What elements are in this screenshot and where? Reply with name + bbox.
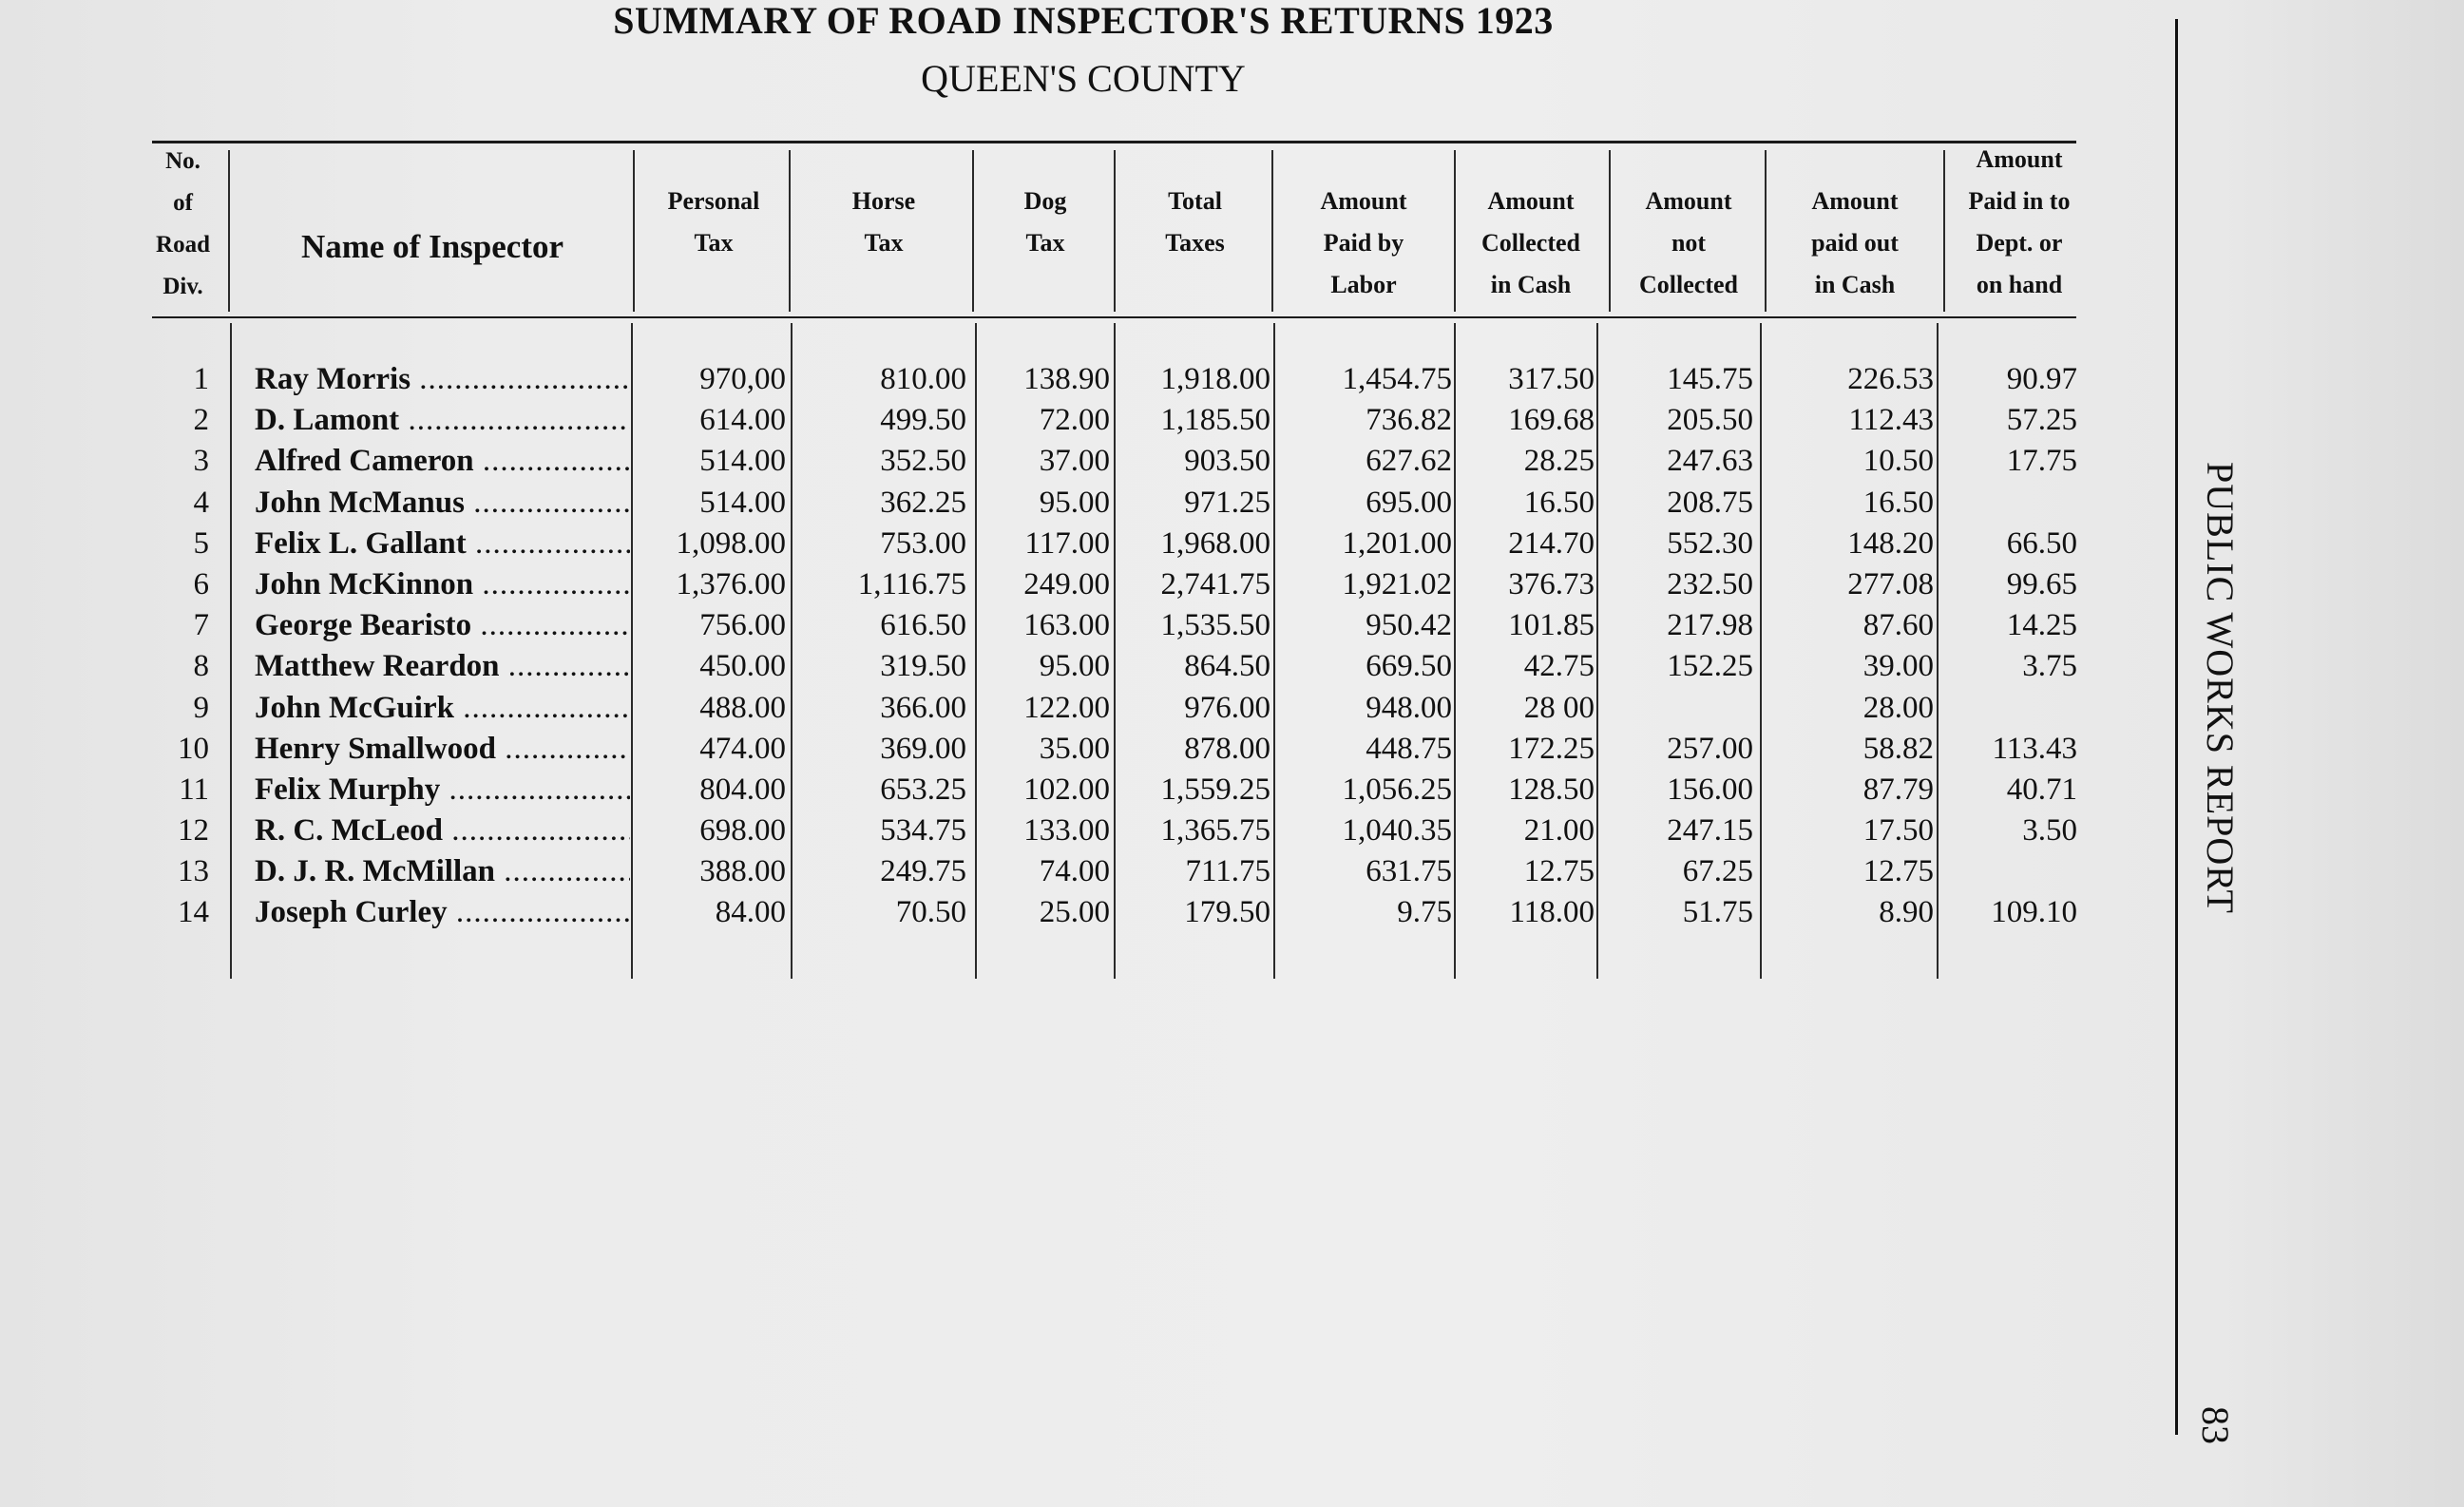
collected-in-cash-cell: 101.85 <box>1508 608 1595 643</box>
paid-in-to-dept-cell: 14.25 <box>2006 608 2077 643</box>
paid-out-in-cash-cell: 10.50 <box>1862 444 1934 479</box>
inspector-name-cell: D. J. R. McMillan ..... <box>255 851 630 892</box>
paid-by-labor-cell: 448.75 <box>1366 731 1452 766</box>
total-taxes-cell: 864.50 <box>1184 649 1270 684</box>
paid-by-labor-cell: 1,040.35 <box>1342 813 1452 849</box>
horse-tax-cell: 534.75 <box>880 813 966 849</box>
paid-out-in-cash-cell: 112.43 <box>1848 403 1934 438</box>
inspector-name-cell: Henry Smallwood ..... <box>255 729 630 770</box>
row-number-cell: 2 <box>193 403 209 438</box>
paid-by-labor-cell: 669.50 <box>1366 649 1452 684</box>
total-taxes-cell: 976.00 <box>1184 690 1270 725</box>
paid-by-labor-cell: 1,921.02 <box>1342 566 1452 601</box>
collected-in-cash-cell: 317.50 <box>1508 362 1595 396</box>
col-divider <box>1609 150 1611 312</box>
paid-out-in-cash-cell: 87.79 <box>1862 772 1934 807</box>
paid-by-labor-cell: 948.00 <box>1366 690 1452 725</box>
dog-tax-cell: 25.00 <box>1039 895 1110 930</box>
page-edge-line <box>2175 19 2178 1435</box>
personal-tax-cell: 804.00 <box>699 772 786 807</box>
header-personal-tax: Personal Tax <box>667 187 760 257</box>
not-collected-cell: 232.50 <box>1667 566 1753 601</box>
dog-tax-cell: 163.00 <box>1023 608 1110 643</box>
not-collected-cell: 205.50 <box>1667 403 1753 438</box>
collected-in-cash-cell: 28.25 <box>1523 444 1595 479</box>
inspector-name-cell: Felix L. Gallant ..... <box>255 524 630 564</box>
personal-tax-cell: 474.00 <box>699 731 786 766</box>
paid-out-in-cash-cell: 12.75 <box>1862 854 1934 889</box>
table-row <box>0 359 2186 400</box>
page-title: SUMMARY OF ROAD INSPECTOR'S RETURNS 1923 <box>613 0 1554 42</box>
row-number-cell: 7 <box>193 608 209 643</box>
paid-by-labor-cell: 736.82 <box>1366 403 1452 438</box>
total-taxes-cell: 2,741.75 <box>1160 566 1270 601</box>
table-row <box>0 564 2186 605</box>
header-horse-tax: Horse Tax <box>851 187 916 257</box>
header-collected-in-cash: Amount Collected in Cash <box>1481 187 1580 298</box>
table-row <box>0 729 2186 770</box>
inspector-name-cell: John McGuirk ..... <box>255 688 630 729</box>
header-not-collected: Amount not Collected <box>1639 187 1738 298</box>
col-divider <box>633 150 635 312</box>
inspector-name-cell: John McKinnon ..... <box>255 564 630 605</box>
personal-tax-cell: 450.00 <box>699 649 786 684</box>
paid-in-to-dept-cell: 66.50 <box>2006 525 2077 561</box>
collected-in-cash-cell: 16.50 <box>1523 485 1595 520</box>
dog-tax-cell: 133.00 <box>1023 813 1110 849</box>
not-collected-cell: 156.00 <box>1667 772 1753 807</box>
personal-tax-cell: 756.00 <box>699 608 786 643</box>
collected-in-cash-cell: 214.70 <box>1508 525 1595 561</box>
horse-tax-cell: 319.50 <box>880 649 966 684</box>
not-collected-cell: 152.25 <box>1667 649 1753 684</box>
header-road-div-no: No. of Road Div. <box>156 148 210 299</box>
personal-tax-cell: 1,098.00 <box>676 525 786 561</box>
header-paid-by-labor: Amount Paid by Labor <box>1320 187 1407 298</box>
paid-in-to-dept-cell: 3.50 <box>2022 813 2077 849</box>
dog-tax-cell: 138.90 <box>1023 362 1110 396</box>
paid-out-in-cash-cell: 87.60 <box>1862 608 1934 643</box>
horse-tax-cell: 499.50 <box>880 403 966 438</box>
table-row <box>0 646 2186 687</box>
page-subtitle: QUEEN'S COUNTY <box>921 57 1246 100</box>
dog-tax-cell: 74.00 <box>1039 854 1110 889</box>
horse-tax-cell: 1,116.75 <box>857 566 966 601</box>
inspector-name-cell: Ray Morris ..... <box>255 359 630 400</box>
total-taxes-cell: 1,918.00 <box>1160 362 1270 396</box>
paid-out-in-cash-cell: 39.00 <box>1862 649 1934 684</box>
row-number-cell: 5 <box>193 525 209 561</box>
col-divider <box>1765 150 1767 312</box>
not-collected-cell: 247.15 <box>1667 813 1753 849</box>
running-head: PUBLIC WORKS REPORT <box>2199 462 2242 914</box>
header-bottom-rule <box>152 316 2076 318</box>
paid-in-to-dept-cell: 3.75 <box>2022 649 2077 684</box>
row-number-cell: 14 <box>178 895 209 930</box>
total-taxes-cell: 971.25 <box>1184 485 1270 520</box>
total-taxes-cell: 878.00 <box>1184 731 1270 766</box>
table-row <box>0 851 2186 892</box>
inspector-name-cell: John McManus ..... <box>255 483 630 524</box>
dog-tax-cell: 102.00 <box>1023 772 1110 807</box>
collected-in-cash-cell: 42.75 <box>1523 649 1595 684</box>
collected-in-cash-cell: 118.00 <box>1509 895 1595 930</box>
not-collected-cell: 247.63 <box>1667 444 1753 479</box>
row-number-cell: 9 <box>193 690 209 725</box>
dog-tax-cell: 95.00 <box>1039 485 1110 520</box>
paid-in-to-dept-cell: 40.71 <box>2006 772 2077 807</box>
row-number-cell: 6 <box>193 566 209 601</box>
col-divider <box>1114 150 1116 312</box>
table-row <box>0 811 2186 851</box>
inspector-name-cell: Felix Murphy ..... <box>255 770 630 811</box>
collected-in-cash-cell: 128.50 <box>1508 772 1595 807</box>
header-total-taxes: Total Taxes <box>1165 187 1225 257</box>
horse-tax-cell: 616.50 <box>880 608 966 643</box>
total-taxes-cell: 1,185.50 <box>1160 403 1270 438</box>
horse-tax-cell: 366.00 <box>880 690 966 725</box>
paid-by-labor-cell: 9.75 <box>1397 895 1452 930</box>
personal-tax-cell: 514.00 <box>699 485 786 520</box>
total-taxes-cell: 711.75 <box>1185 854 1270 889</box>
paid-by-labor-cell: 695.00 <box>1366 485 1452 520</box>
paid-in-to-dept-cell: 17.75 <box>2006 444 2077 479</box>
total-taxes-cell: 1,559.25 <box>1160 772 1270 807</box>
personal-tax-cell: 514.00 <box>699 444 786 479</box>
total-taxes-cell: 1,968.00 <box>1160 525 1270 561</box>
page-number: 83 <box>2194 1406 2237 1444</box>
personal-tax-cell: 970,00 <box>699 362 786 396</box>
horse-tax-cell: 753.00 <box>880 525 966 561</box>
dog-tax-cell: 117.00 <box>1024 525 1110 561</box>
dog-tax-cell: 122.00 <box>1023 690 1110 725</box>
dog-tax-cell: 35.00 <box>1039 731 1110 766</box>
row-number-cell: 1 <box>193 362 209 396</box>
collected-in-cash-cell: 21.00 <box>1523 813 1595 849</box>
inspector-name-cell: Alfred Cameron ..... <box>255 441 630 482</box>
not-collected-cell: 145.75 <box>1667 362 1753 396</box>
collected-in-cash-cell: 28 00 <box>1523 690 1595 725</box>
not-collected-cell: 217.98 <box>1667 608 1753 643</box>
horse-tax-cell: 369.00 <box>880 731 966 766</box>
not-collected-cell: 67.25 <box>1682 854 1753 889</box>
paid-out-in-cash-cell: 16.50 <box>1862 485 1934 520</box>
dog-tax-cell: 249.00 <box>1023 566 1110 601</box>
header-paid-in-to-dept: Amount Paid in to Dept. or on hand <box>1968 145 2071 298</box>
paid-by-labor-cell: 1,056.25 <box>1342 772 1452 807</box>
inspector-name-cell: George Bearisto ..... <box>255 605 630 646</box>
table-row <box>0 524 2186 564</box>
header-dog-tax: Dog Tax <box>1023 187 1067 257</box>
table-body <box>0 359 2186 934</box>
table-row <box>0 483 2186 524</box>
table-top-rule <box>152 141 2076 143</box>
table-row <box>0 770 2186 811</box>
row-number-cell: 4 <box>193 485 209 520</box>
total-taxes-cell: 903.50 <box>1184 444 1270 479</box>
total-taxes-cell: 1,535.50 <box>1160 608 1270 643</box>
paid-out-in-cash-cell: 28.00 <box>1862 690 1934 725</box>
total-taxes-cell: 179.50 <box>1184 895 1270 930</box>
collected-in-cash-cell: 376.73 <box>1508 566 1595 601</box>
paid-out-in-cash-cell: 58.82 <box>1862 731 1934 766</box>
paid-by-labor-cell: 631.75 <box>1366 854 1452 889</box>
personal-tax-cell: 1,376.00 <box>676 566 786 601</box>
col-divider <box>789 150 791 312</box>
paid-by-labor-cell: 627.62 <box>1366 444 1452 479</box>
horse-tax-cell: 352.50 <box>880 444 966 479</box>
paid-in-to-dept-cell: 90.97 <box>2006 362 2077 396</box>
dog-tax-cell: 72.00 <box>1039 403 1110 438</box>
not-collected-cell: 51.75 <box>1682 895 1753 930</box>
inspector-name-cell: Matthew Reardon ..... <box>255 646 630 687</box>
paid-out-in-cash-cell: 226.53 <box>1847 362 1934 396</box>
not-collected-cell: 257.00 <box>1667 731 1753 766</box>
paid-out-in-cash-cell: 8.90 <box>1879 895 1934 930</box>
personal-tax-cell: 84.00 <box>715 895 786 930</box>
row-number-cell: 12 <box>178 813 209 849</box>
horse-tax-cell: 362.25 <box>880 485 966 520</box>
row-number-cell: 8 <box>193 649 209 684</box>
paid-in-to-dept-cell: 57.25 <box>2006 403 2077 438</box>
col-divider <box>1454 150 1456 312</box>
collected-in-cash-cell: 172.25 <box>1508 731 1595 766</box>
inspector-name-cell: R. C. McLeod ..... <box>255 811 630 851</box>
row-number-cell: 13 <box>178 854 209 889</box>
horse-tax-cell: 810.00 <box>880 362 966 396</box>
horse-tax-cell: 249.75 <box>880 854 966 889</box>
personal-tax-cell: 488.00 <box>699 690 786 725</box>
dog-tax-cell: 95.00 <box>1039 649 1110 684</box>
paid-by-labor-cell: 950.42 <box>1366 608 1452 643</box>
table-row <box>0 688 2186 729</box>
not-collected-cell: 552.30 <box>1667 525 1753 561</box>
horse-tax-cell: 653.25 <box>880 772 966 807</box>
collected-in-cash-cell: 169.68 <box>1508 403 1595 438</box>
header-inspector-name: Name of Inspector <box>300 228 564 265</box>
inspector-name-cell: D. Lamont ..... <box>255 400 630 441</box>
table-row <box>0 892 2186 933</box>
paid-in-to-dept-cell: 113.43 <box>1992 731 2077 766</box>
paid-in-to-dept-cell: 99.65 <box>2006 566 2077 601</box>
horse-tax-cell: 70.50 <box>895 895 966 930</box>
col-divider <box>972 150 974 312</box>
personal-tax-cell: 698.00 <box>699 813 786 849</box>
table-row <box>0 441 2186 482</box>
not-collected-cell: 208.75 <box>1667 485 1753 520</box>
col-divider <box>1271 150 1273 312</box>
paid-out-in-cash-cell: 148.20 <box>1847 525 1934 561</box>
paid-out-in-cash-cell: 277.08 <box>1847 566 1934 601</box>
inspector-name-cell: Joseph Curley ..... <box>255 892 630 933</box>
paid-out-in-cash-cell: 17.50 <box>1862 813 1934 849</box>
collected-in-cash-cell: 12.75 <box>1523 854 1595 889</box>
table-row <box>0 400 2186 441</box>
paid-in-to-dept-cell: 109.10 <box>1991 895 2077 930</box>
personal-tax-cell: 614.00 <box>699 403 786 438</box>
total-taxes-cell: 1,365.75 <box>1160 813 1270 849</box>
row-number-cell: 11 <box>179 772 209 807</box>
paid-by-labor-cell: 1,454.75 <box>1342 362 1452 396</box>
col-divider <box>228 150 230 312</box>
table-row <box>0 605 2186 646</box>
personal-tax-cell: 388.00 <box>699 854 786 889</box>
row-number-cell: 10 <box>178 731 209 766</box>
header-paid-out-in-cash: Amount paid out in Cash <box>1811 187 1899 298</box>
paid-by-labor-cell: 1,201.00 <box>1342 525 1452 561</box>
dog-tax-cell: 37.00 <box>1039 444 1110 479</box>
row-number-cell: 3 <box>193 444 209 479</box>
